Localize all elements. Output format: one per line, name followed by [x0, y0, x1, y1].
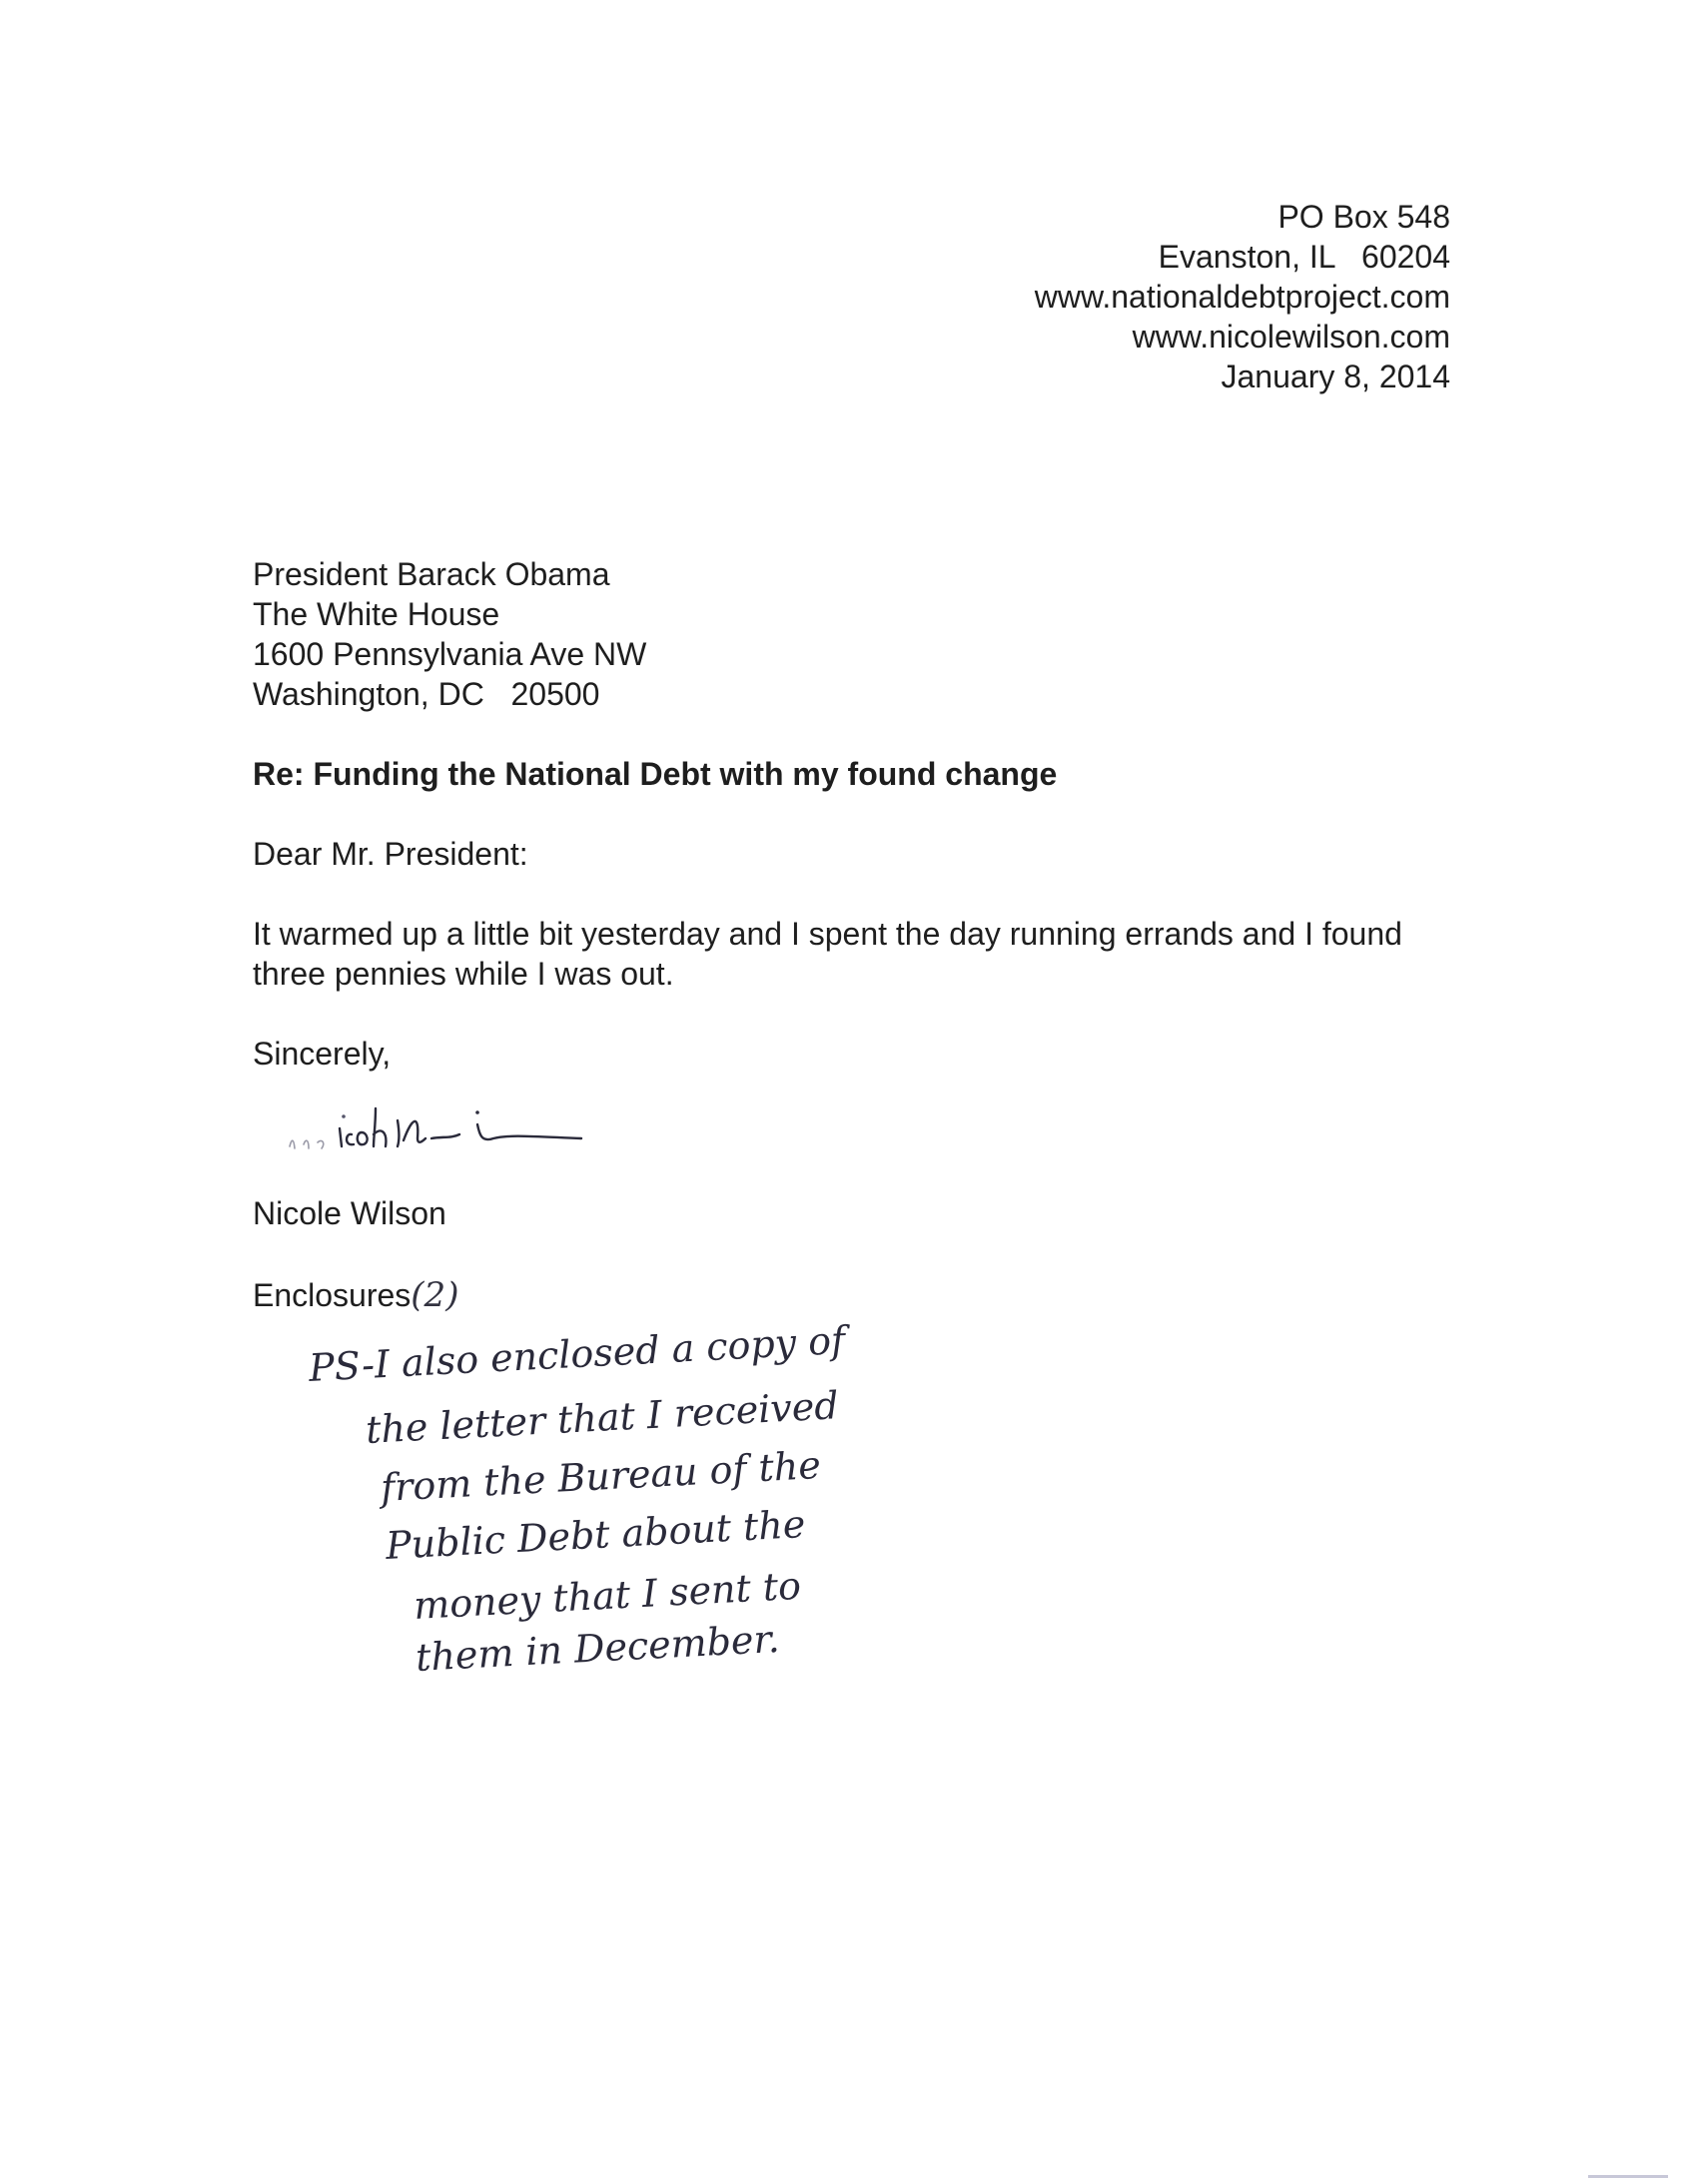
closing: Sincerely,	[253, 1036, 392, 1072]
recipient-street: 1600 Pennsylvania Ave NW	[253, 636, 647, 672]
sender-po-box: PO Box 548	[1277, 199, 1450, 235]
recipient-city-line: Washington, DC 20500	[253, 676, 600, 712]
postscript-line-3: from the Bureau of the	[380, 1442, 822, 1510]
signer-name: Nicole Wilson	[253, 1195, 446, 1231]
handwritten-signature	[282, 1098, 611, 1168]
enclosures-label: Enclosures	[253, 1277, 412, 1313]
body-line-1: It warmed up a little bit yesterday and I spent the day running errands and I found	[253, 916, 1402, 952]
letter-date: January 8, 2014	[1221, 359, 1450, 394]
postscript-line-2: the letter that I received	[365, 1383, 840, 1452]
scan-edge-mark	[1588, 2175, 1668, 2178]
postscript-line-4: Public Debt about the	[385, 1501, 807, 1568]
salutation: Dear Mr. President:	[253, 836, 528, 872]
recipient-org: The White House	[253, 596, 500, 632]
postscript-line-5: money that I sent to	[413, 1563, 803, 1628]
postscript-line-1: PS-I also enclosed a copy of	[308, 1317, 847, 1390]
sender-website-1: www.nationaldebtproject.com	[1034, 279, 1450, 315]
recipient-name: President Barack Obama	[253, 556, 610, 592]
sender-city-line: Evanston, IL 60204	[1158, 239, 1450, 275]
enclosures-line	[253, 1273, 458, 1317]
sender-website-2: www.nicolewilson.com	[1132, 319, 1450, 355]
body-line-2: three pennies while I was out.	[253, 956, 674, 992]
subject-line: Re: Funding the National Debt with my found change	[253, 756, 1058, 792]
postscript-line-6: them in December.	[415, 1616, 781, 1680]
enclosures-count-handwritten: (2)	[411, 1275, 459, 1315]
